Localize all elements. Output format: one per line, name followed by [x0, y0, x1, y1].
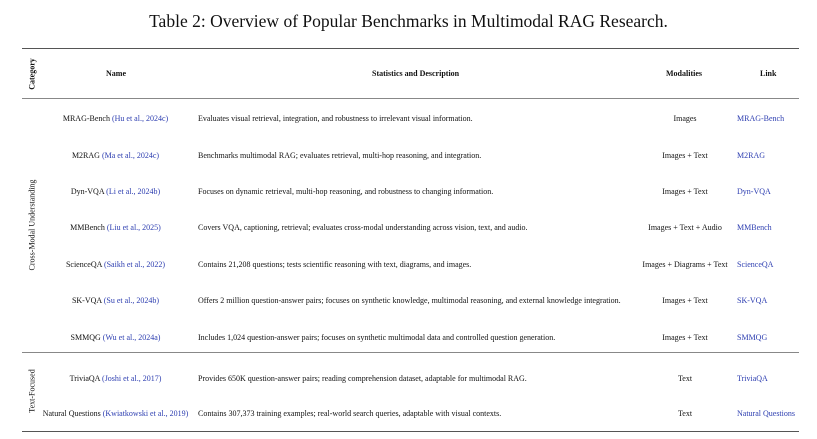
- benchmark-description: Benchmarks multimodal RAG; evaluates retrieval, multi-hop reasoning, and integration.: [198, 151, 482, 160]
- table-row: [0, 296, 817, 310]
- table-row: [0, 223, 817, 237]
- table-row: [0, 409, 817, 423]
- benchmark-name: MMBench (Liu et al., 2025): [70, 223, 161, 232]
- benchmark-description: Offers 2 million question-answer pairs; focuses on synthetic knowledge, multimodal reasoning, and external knowledge integration.: [198, 296, 621, 305]
- benchmark-name: TriviaQA (Joshi et al., 2017): [69, 374, 162, 383]
- header-modalities: Modalities: [666, 69, 702, 78]
- benchmark-link[interactable]: SMMQG: [737, 333, 768, 342]
- benchmark-description: Contains 307,373 training examples; real-world search queries, adaptable with visual contexts.: [198, 409, 502, 418]
- table-row: [0, 114, 817, 128]
- benchmark-link[interactable]: TriviaQA: [737, 374, 768, 383]
- benchmark-name: SMMQG (Wu et al., 2024a): [70, 333, 161, 342]
- benchmark-link[interactable]: ScienceQA: [737, 260, 774, 269]
- benchmark-name: Dyn-VQA (Li et al., 2024b): [70, 187, 161, 196]
- benchmark-name: MRAG-Bench (Hu et al., 2024c): [62, 114, 169, 123]
- benchmark-description: Covers VQA, captioning, retrieval; evaluates cross-modal understanding across vision, text, and audio.: [198, 223, 528, 232]
- benchmark-modalities: Images + Text: [662, 333, 708, 342]
- table-row: [0, 333, 817, 347]
- benchmark-modalities: Images + Text: [662, 187, 708, 196]
- benchmark-modalities: Images + Text: [662, 151, 708, 160]
- citation-link[interactable]: (Joshi et al., 2017): [102, 374, 162, 383]
- benchmark-name: SK-VQA (Su et al., 2024b): [71, 296, 160, 305]
- benchmark-name: Natural Questions (Kwiatkowski et al., 2019): [42, 409, 189, 418]
- benchmark-modalities: Text: [677, 374, 693, 383]
- citation-link[interactable]: (Ma et al., 2024c): [101, 151, 160, 160]
- citation-link[interactable]: (Wu et al., 2024a): [102, 333, 161, 342]
- header-category: Category: [27, 58, 37, 90]
- table-row: [0, 260, 817, 274]
- benchmark-link[interactable]: M2RAG: [737, 151, 766, 160]
- citation-link[interactable]: (Liu et al., 2025): [106, 223, 161, 232]
- group-label-cross-modal: Cross-Modal Understanding: [27, 179, 37, 271]
- citation-link[interactable]: (Saikh et al., 2022): [103, 260, 166, 269]
- benchmark-description: Includes 1,024 question-answer pairs; focuses on synthetic multimodal data and controlled question generation.: [198, 333, 556, 342]
- benchmark-link[interactable]: MMBench: [737, 223, 772, 232]
- benchmark-name: ScienceQA (Saikh et al., 2022): [65, 260, 166, 269]
- benchmark-link[interactable]: SK-VQA: [737, 296, 768, 305]
- benchmark-description: Focuses on dynamic retrieval, multi-hop reasoning, and robustness to changing information.: [198, 187, 494, 196]
- benchmark-modalities: Text: [677, 409, 693, 418]
- benchmark-modalities: Images + Text + Audio: [648, 223, 722, 232]
- benchmark-description: Provides 650K question-answer pairs; reading comprehension dataset, adaptable for multimodal RAG.: [198, 374, 527, 383]
- bottom-rule: [22, 431, 799, 432]
- benchmark-link[interactable]: Natural Questions: [737, 409, 795, 418]
- table-row: [0, 151, 817, 165]
- benchmark-modalities: Images: [673, 114, 697, 123]
- citation-link[interactable]: (Hu et al., 2024c): [111, 114, 169, 123]
- header-link: Link: [760, 69, 777, 78]
- benchmark-link[interactable]: MRAG-Bench: [737, 114, 785, 123]
- benchmark-description: Evaluates visual retrieval, integration, and robustness to irrelevant visual information.: [198, 114, 473, 123]
- benchmark-link[interactable]: Dyn-VQA: [737, 187, 771, 196]
- benchmark-name: M2RAG (Ma et al., 2024c): [71, 151, 160, 160]
- header-rule: [22, 98, 799, 99]
- top-rule: [22, 48, 799, 49]
- header-stats: Statistics and Description: [372, 69, 460, 78]
- benchmark-description: Contains 21,208 questions; tests scientific reasoning with text, diagrams, and images.: [198, 260, 472, 269]
- citation-link[interactable]: (Su et al., 2024b): [103, 296, 160, 305]
- citation-link[interactable]: (Li et al., 2024b): [106, 187, 161, 196]
- table-row: [0, 187, 817, 201]
- citation-link[interactable]: (Kwiatkowski et al., 2019): [102, 409, 189, 418]
- table-caption: Table 2: Overview of Popular Benchmarks in Multimodal RAG Research.: [149, 11, 668, 31]
- group-label-text-focused: Text-Focused: [27, 369, 37, 413]
- group-divider-rule: [22, 352, 799, 353]
- benchmark-modalities: Images + Text: [662, 296, 708, 305]
- table-row: [0, 374, 817, 388]
- benchmark-modalities: Images + Diagrams + Text: [642, 260, 728, 269]
